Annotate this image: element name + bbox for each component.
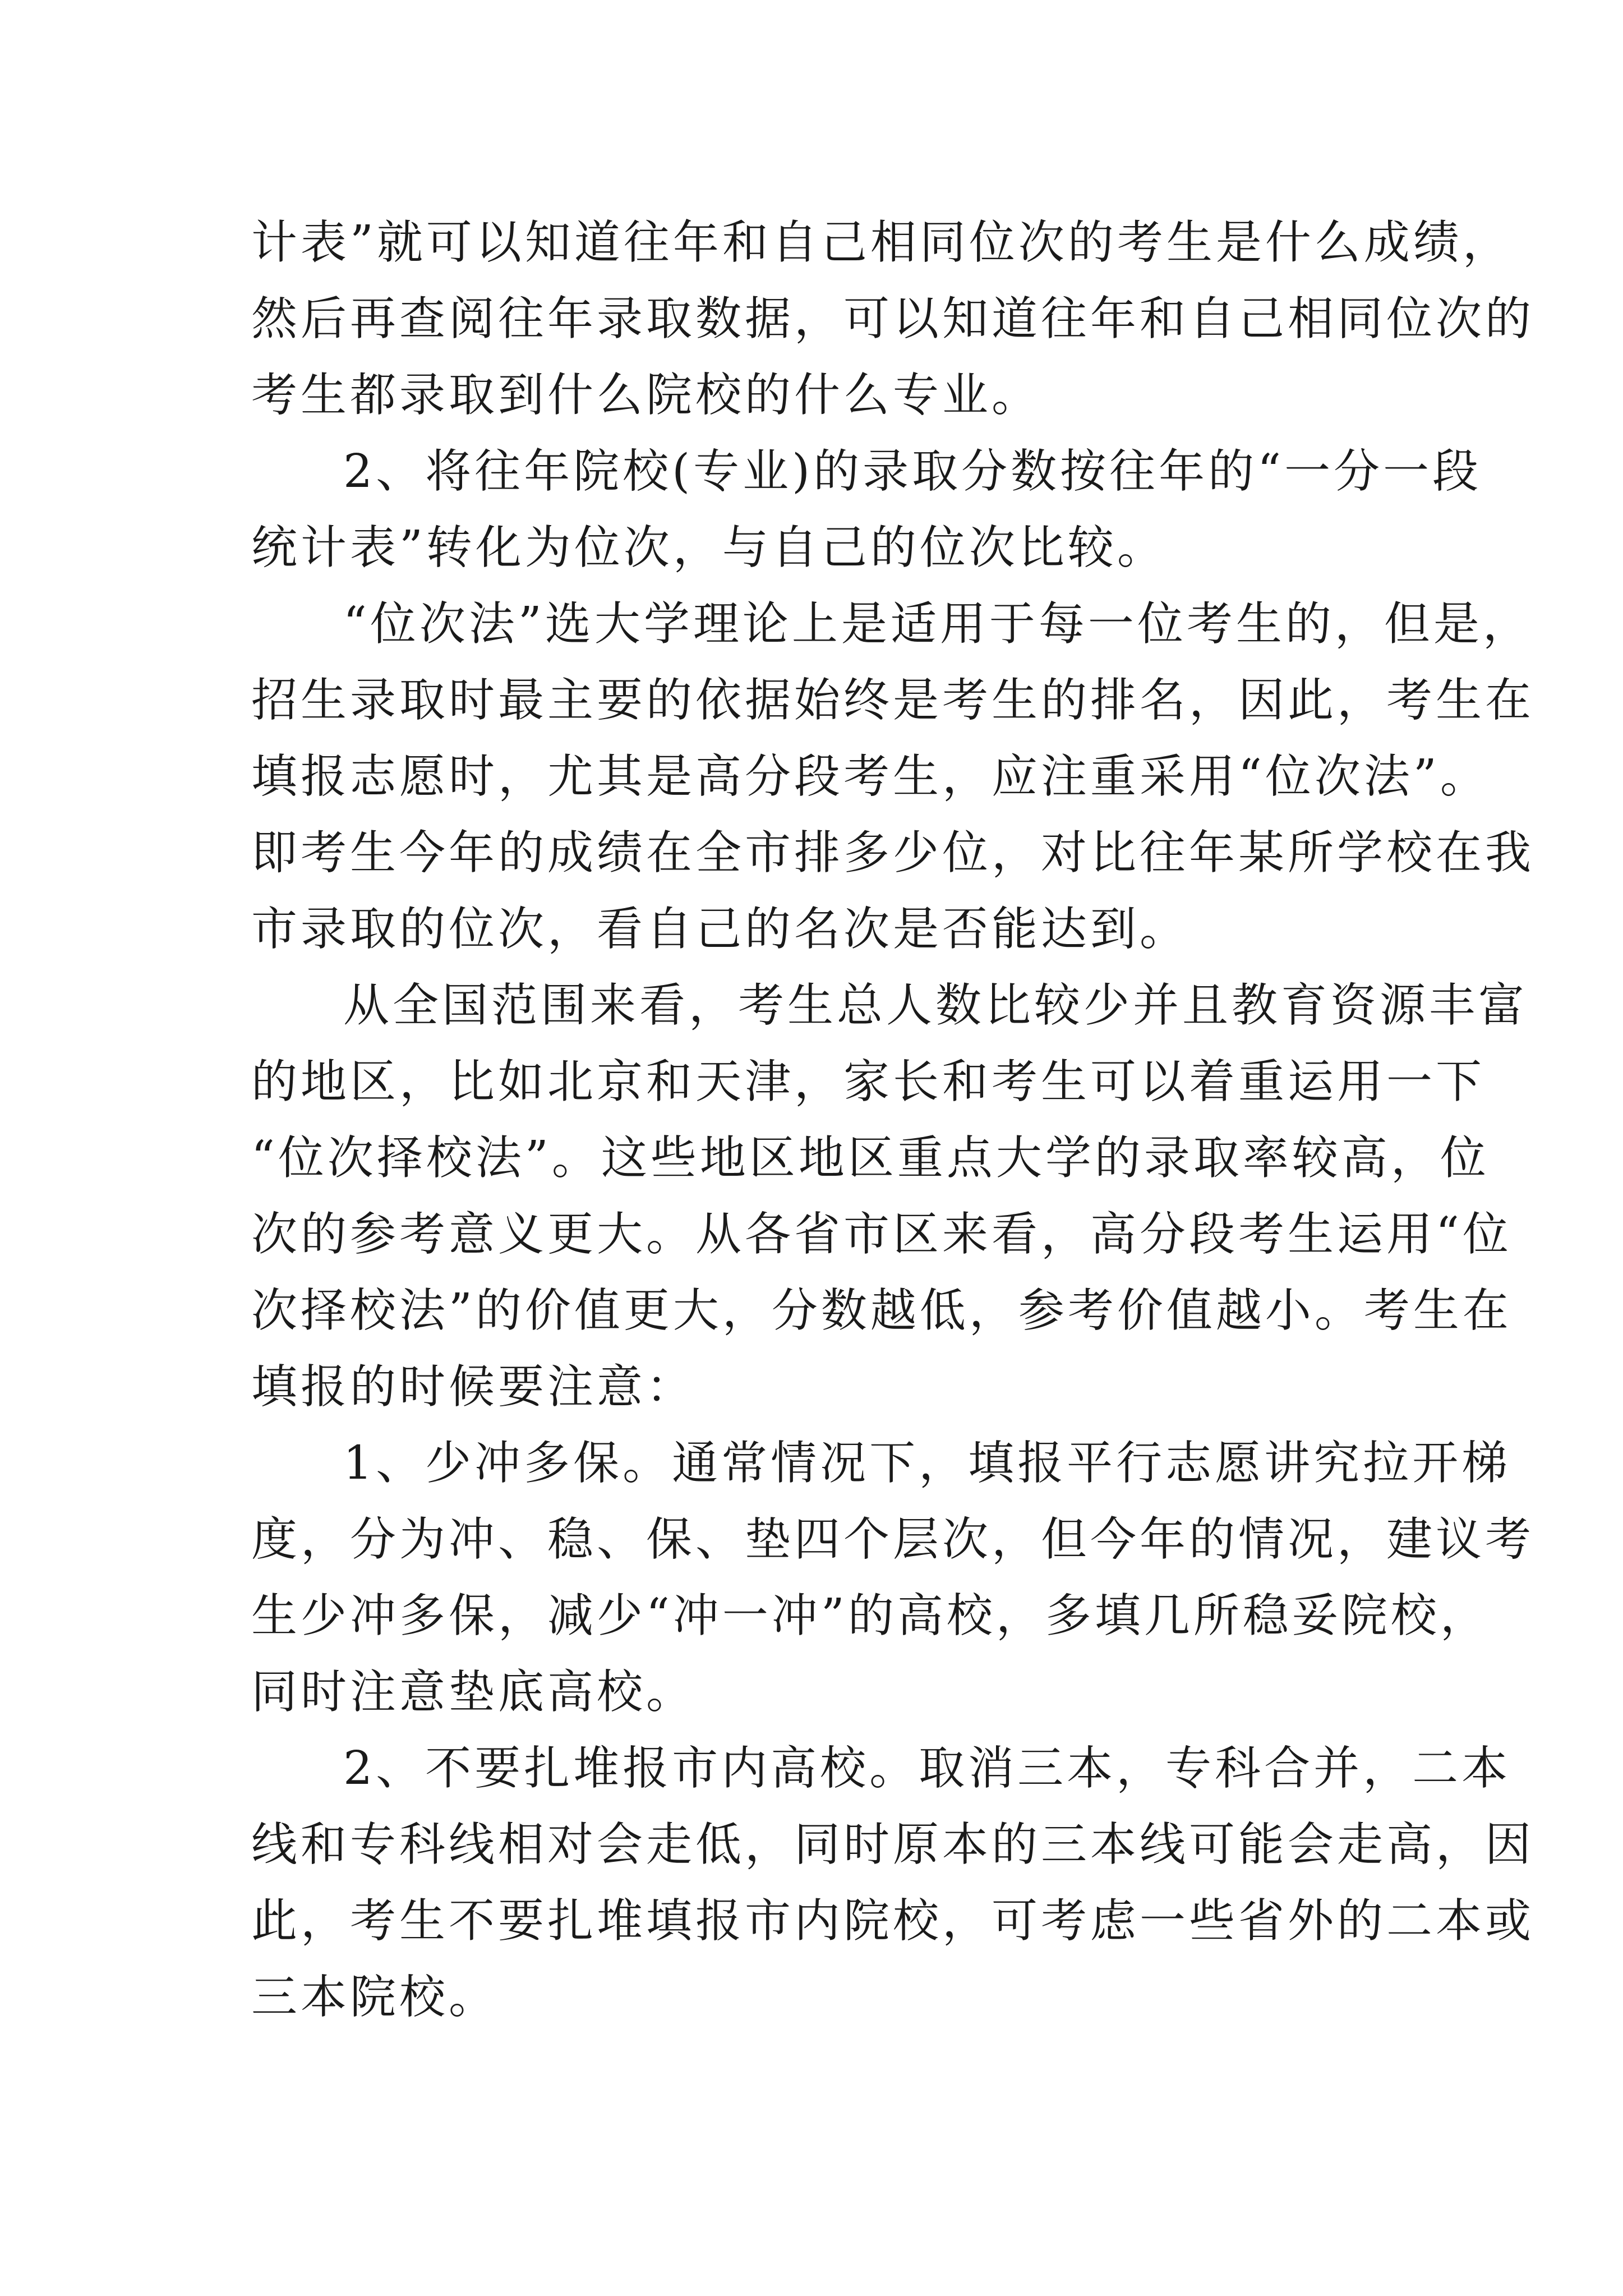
text-line: 招生录取时最主要的依据始终是考生的排名，因此，考生在 [251, 674, 1535, 727]
text-line: 计表”就可以知道往年和自己相同位次的考生是什么成绩， [251, 216, 1512, 269]
text-line: 生少冲多保，减少“冲一冲”的高校，多填几所稳妥院校， [251, 1589, 1490, 1642]
text-line: 次择校法”的价值更大，分数越低，参考价值越小。考生在 [251, 1284, 1512, 1337]
text-line: 从全国范围来看，考生总人数比较少并且教育资源丰富 [343, 979, 1528, 1032]
text-line: 2、不要扎堆报市内高校。取消三本，专科合并，二本 [343, 1742, 1511, 1795]
text-line: 市录取的位次，看自己的名次是否能达到。 [251, 903, 1189, 956]
text-line: 然后再查阅往年录取数据，可以知道往年和自己相同位次的 [251, 292, 1535, 346]
text-line: 填报的时候要注意： [251, 1360, 696, 1414]
text-line: 即考生今年的成绩在全市排多少位，对比往年某所学校在我 [251, 826, 1535, 880]
text-line: 考生都录取到什么院校的什么专业。 [251, 369, 1041, 422]
text-line: “位次法”选大学理论上是适用于每一位考生的，但是， [343, 597, 1532, 651]
text-line: 1、少冲多保。通常情况下，填报平行志愿讲究拉开梯 [343, 1437, 1511, 1490]
text-line: “位次择校法”。这些地区地区重点大学的录取率较高，位 [251, 1131, 1490, 1185]
document-body [251, 205, 1535, 2036]
text-line: 次的参考意义更大。从各省市区来看，高分段考生运用“位 [251, 1208, 1512, 1261]
text-line: 度，分为冲、稳、保、垫四个层次，但今年的情况，建议考 [251, 1513, 1535, 1566]
text-line: 三本院校。 [251, 1971, 499, 2024]
text-line: 的地区，比如北京和天津，家长和考生可以着重运用一下 [251, 1055, 1486, 1108]
text-line: 统计表”转化为位次，与自己的位次比较。 [251, 521, 1166, 574]
text-line: 同时注意垫底高校。 [251, 1665, 696, 1719]
text-line: 线和专科线相对会走低，同时原本的三本线可能会走高，因 [251, 1818, 1535, 1871]
text-line: 填报志愿时，尤其是高分段考生，应注重采用“位次法”。 [251, 750, 1490, 803]
text-line: 此，考生不要扎堆填报市内院校，可考虑一些省外的二本或 [251, 1894, 1535, 1948]
text-line: 2、将往年院校(专业)的录取分数按往年的“一分一段 [343, 445, 1482, 498]
